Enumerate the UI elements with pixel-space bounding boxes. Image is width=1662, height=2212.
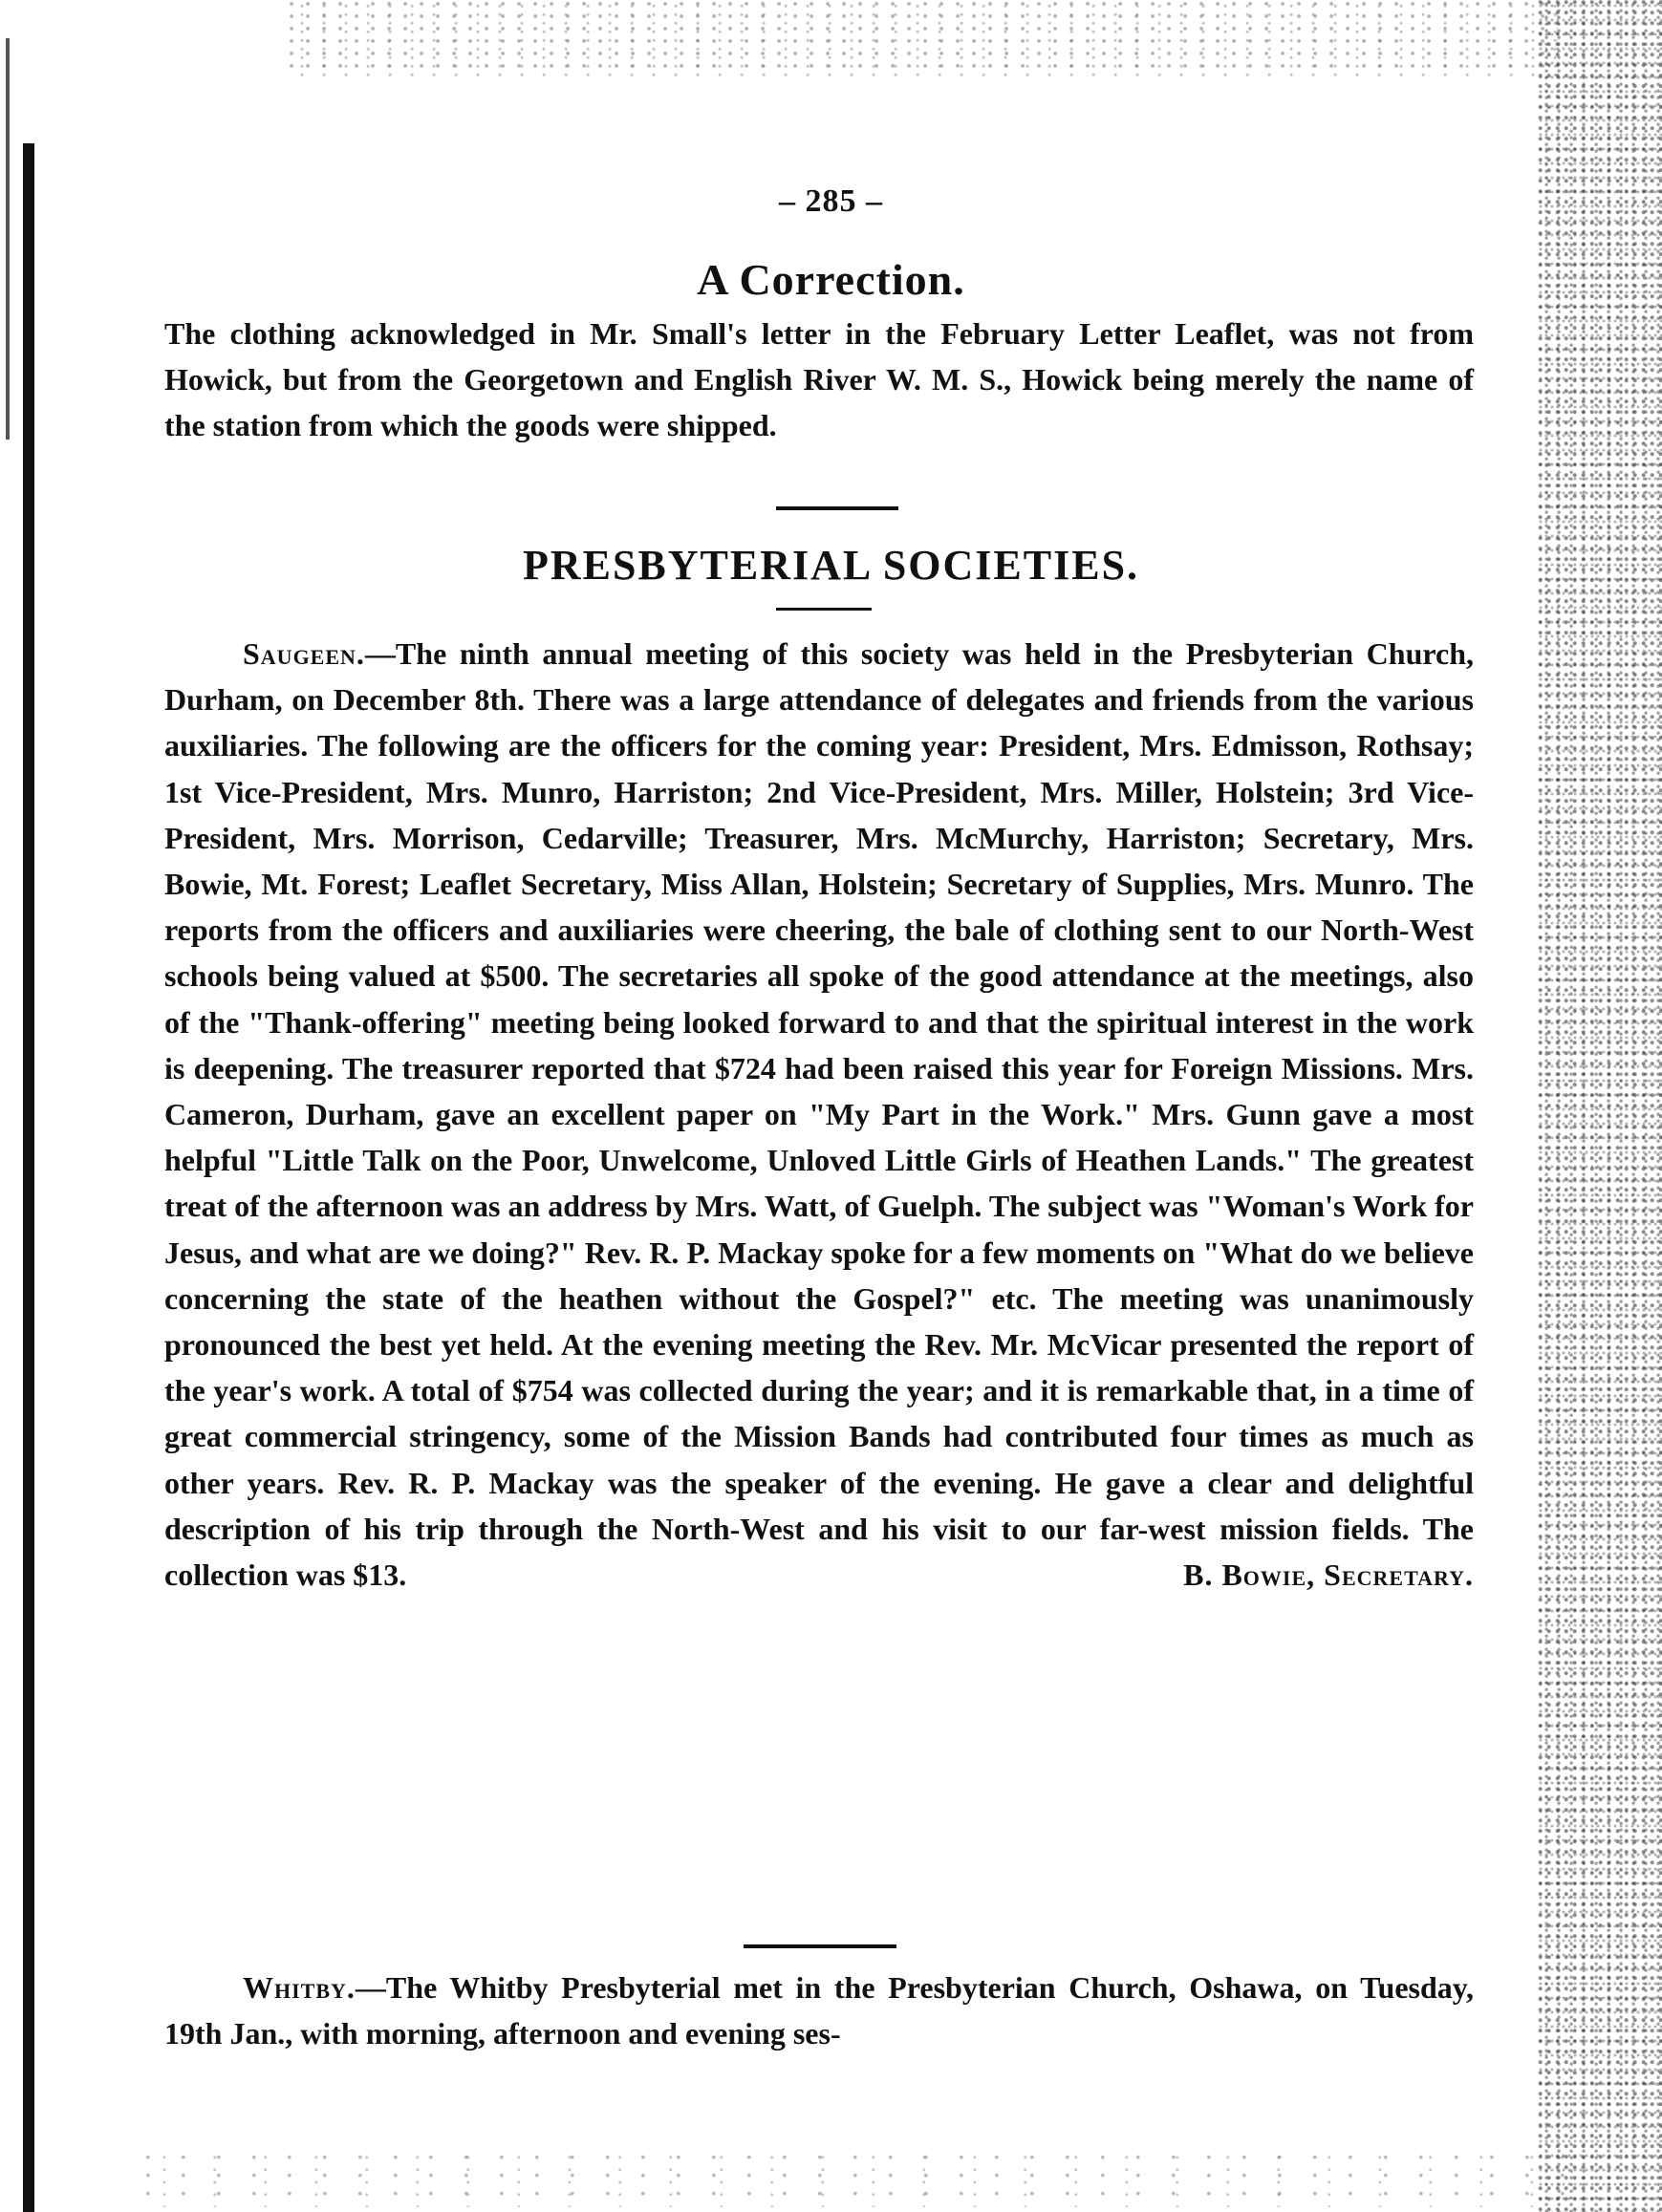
heading-underline xyxy=(776,608,872,611)
scan-noise-top xyxy=(287,0,1558,76)
correction-title: A Correction. xyxy=(697,255,965,304)
whitby-place: Whitby. xyxy=(243,1970,356,2005)
correction-body: The clothing acknowledged in Mr. Small's letter in the February Letter Leaflet, was not from Howick, but from the Georgetown and English River W. M. S., Howick being merely the name of the station from which the goods were shipped. xyxy=(164,316,1474,443)
scan-noise-bottom xyxy=(134,2150,1567,2207)
saugeen-body: —The ninth annual meeting of this society was held in the Presbyterian Church, Durham, on December 8th. There was a large attendance of delegates and friends from the various auxiliaries. The following are the officers for the coming year: President, Mrs. Edmisson, Rothsay; 1st Vice-President, Mrs. Munro, Harriston; 2nd Vice-President, Mrs. Miller, Holstein; 3rd Vice-President, Mrs. Morrison, Cedarville; Treasurer, Mrs. McMurchy, Harriston; Secretary, Mrs. Bowie, Mt. Forest; Leaflet Secretary, Miss Allan, Holstein; Secretary of Supplies, Mrs. Munro. The reports from the officers and auxiliaries were cheering, the bale of clothing sent to our North-West schools being valued at $500. The secretaries all spoke of the good attendance at the meetings, also of the "Thank-offering" meeting being looked forward to and that the spiritual interest in the work is deepening. The treasurer reported that $724 had been raised this year for Foreign Missions. Mrs. Cameron, Durham, gave an excellent paper on "My Part in the Work." Mrs. Gunn gave a most helpful "Little Talk on the Poor, Unwelcome, Unloved Little Girls of Heathen Lands." The greatest treat of the afternoon was an address by Mrs. Watt, of Guelph. The subject was "Woman's Work for Jesus, and what are we doing?" Rev. R. P. Mackay spoke for a few moments on "What do we believe concerning the state of the heathen without the Gospel?" etc. The meeting was unanimously pronounced the best yet held. At the evening meeting the Rev. Mr. McVicar presented the report of the year's work. A total of $754 was collected during the year; and it is remarkable that, in a time of great commercial stringency, some of the Mission Bands had contributed four times as much as other years. Rev. R. P. Mackay was the speaker of the evening. He gave a clear and delightful description of his trip through the North-West and his visit to our far-west mission fields. The collection was $13. xyxy=(164,636,1474,1593)
page-binding-shadow xyxy=(23,143,34,2212)
saugeen-place: Saugeen. xyxy=(243,636,365,671)
whitby-report xyxy=(164,1965,1474,2056)
saugeen-signature: B. Bowie, Secretary. xyxy=(1183,1557,1474,1593)
whitby-body: —The Whitby Presbyterial met in the Presbyterian Church, Oshawa, on Tuesday, 19th Jan., with morning, afternoon and evening ses- xyxy=(164,1970,1474,2051)
saugeen-report xyxy=(164,631,1474,1598)
scan-edge-mark xyxy=(6,38,10,440)
scan-noise-right xyxy=(1538,0,1662,2212)
presbyterial-title: PRESBYTERIAL SOCIETIES. xyxy=(522,542,1140,589)
page-number: – 285 – xyxy=(779,183,883,219)
section-divider xyxy=(744,1944,896,1948)
section-divider xyxy=(776,506,898,510)
